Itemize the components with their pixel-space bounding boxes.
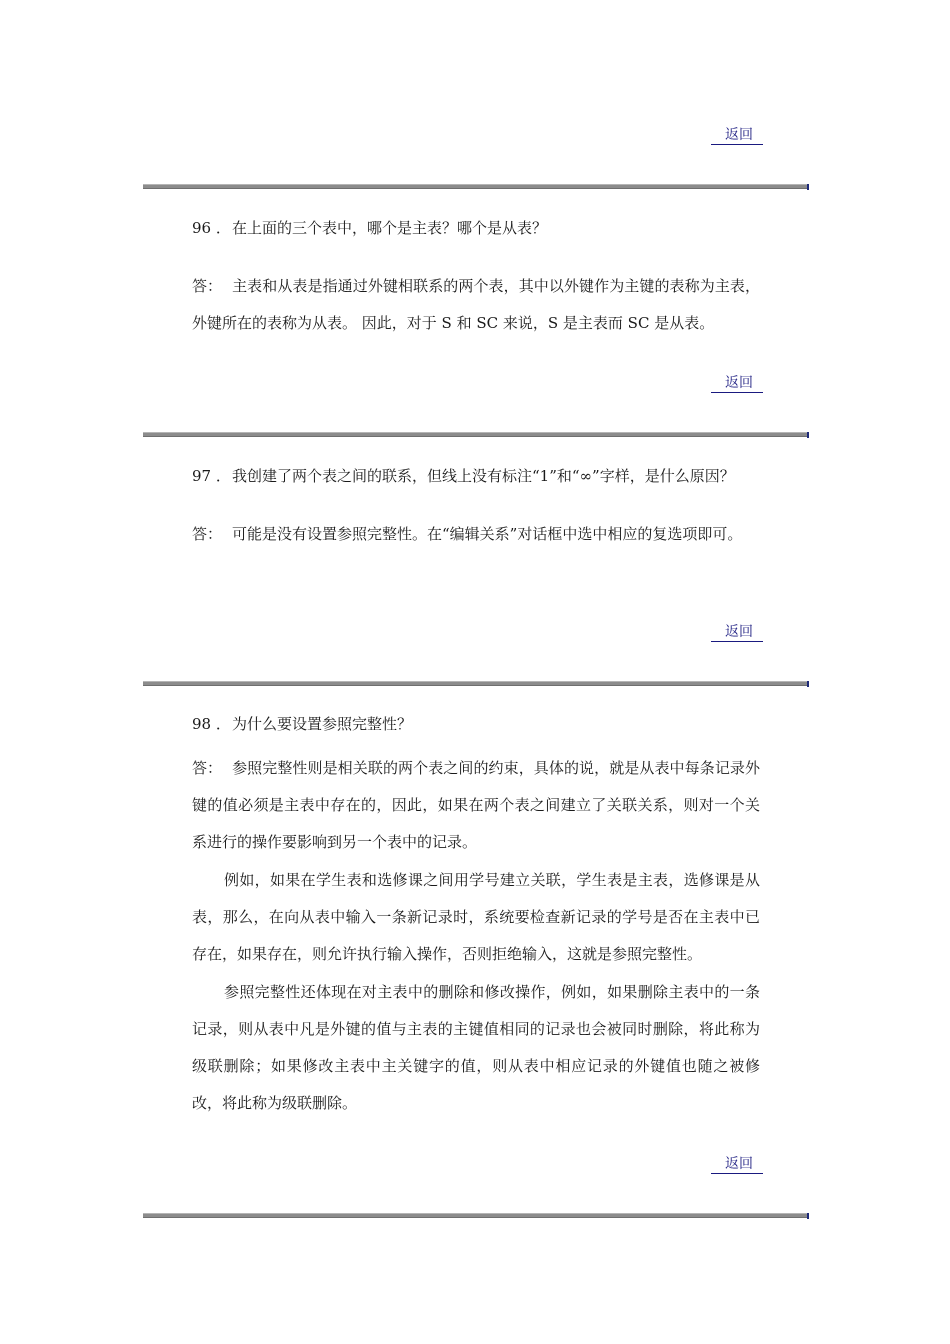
question-number: 97 ． [192,467,231,485]
answer-text: 可能是没有设置参照完整性。在“编辑关系”对话框中选中相应的复选项即可。 [232,525,743,543]
question-number: 98 ． [192,715,231,733]
answer-paragraph: 参照完整性还体现在对主表中的删除和修改操作，例如，如果删除主表中的一条记录，则从表中凡是外键的值与主表的主键值相同的记录也会被同时删除，将此称为级联删除；如果修改主表中主关键字的值，则从表中相应记录的外键值也随之被修改，将此称为级联删除。 [192,983,760,1112]
question-text: 我创建了两个表之间的联系，但线上没有标注“1”和“∞”字样，是什么原因？ [232,467,735,485]
question-text: 为什么要设置参照完整性？ [232,715,413,733]
back-link[interactable]: 返回 [711,623,763,642]
question-96 [192,218,772,238]
section-divider [143,432,808,437]
answer-text: 主表和从表是指通过外键相联系的两个表，其中以外键作为主键的表称为主表，外键所在的表称为从表。 因此，对于 S 和 SC 来说，S 是主表而 SC 是从表。 [192,277,760,332]
section-divider [143,681,808,686]
answer-97 [192,516,760,553]
answer-98 [192,750,760,861]
back-link[interactable]: 返回 [711,374,763,393]
question-number: 96 ． [192,219,231,237]
back-link[interactable]: 返回 [711,1155,763,1174]
answer-text: 参照完整性则是相关联的两个表之间的约束，具体的说，就是从表中每条记录外键的值必须是主表中存在的，因此，如果在两个表之间建立了关联关系，则对一个关系进行的操作要影响到另一个表中的记录。 [192,759,760,851]
answer-96 [192,268,760,342]
answer-label: 答： [192,759,223,777]
section-divider [143,1213,808,1218]
question-97 [192,466,772,486]
question-text: 在上面的三个表中，哪个是主表？哪个是从表？ [232,219,548,237]
answer-label: 答： [192,525,223,543]
answer-label: 答： [192,277,223,295]
back-link[interactable]: 返回 [711,126,763,145]
answer-paragraph: 例如，如果在学生表和选修课之间用学号建立关联，学生表是主表，选修课是从表，那么，在向从表中输入一条新记录时，系统要检查新记录的学号是否在主表中已存在，如果存在，则允许执行输入操作，否则拒绝输入，这就是参照完整性。 [192,871,760,963]
question-98 [192,714,772,734]
section-divider [143,184,808,189]
